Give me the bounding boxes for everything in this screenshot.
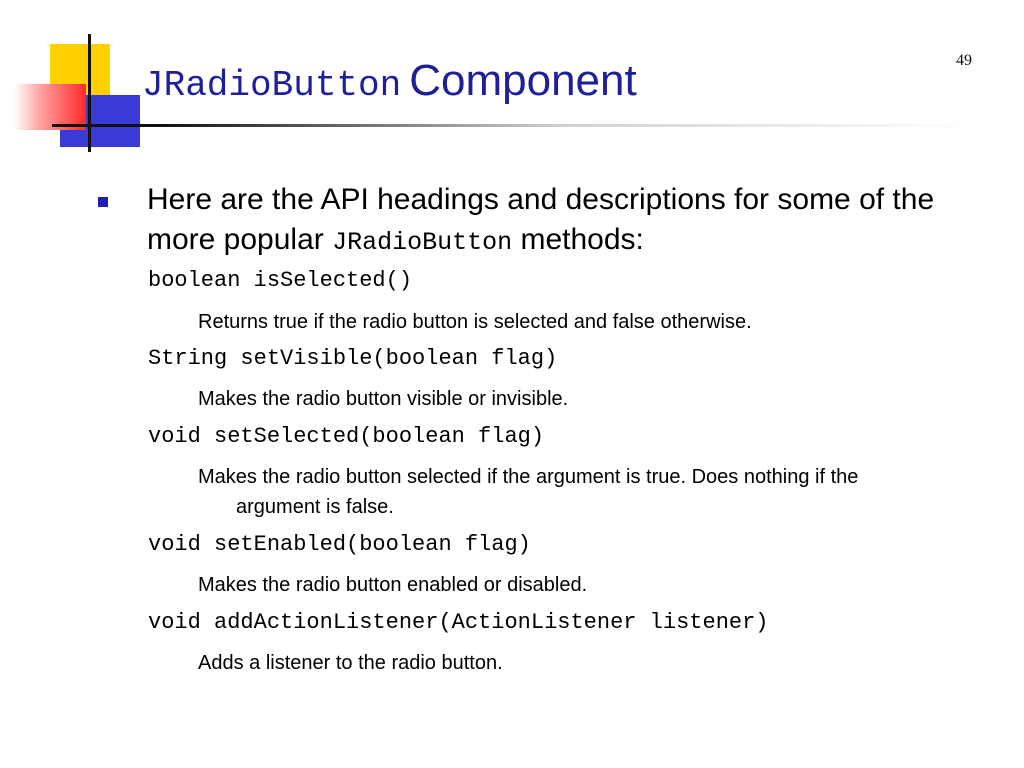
method-signature: void setSelected(boolean flag) — [148, 424, 545, 449]
slide-number: 49 — [956, 52, 972, 69]
intro-text — [147, 180, 977, 263]
method-description: Makes the radio button enabled or disabled. — [198, 574, 588, 596]
method-signature: String setVisible(boolean flag) — [148, 346, 558, 371]
intro-text-after: methods: — [512, 223, 644, 256]
method-signature: void setEnabled(boolean flag) — [148, 532, 531, 557]
method-description: Returns true if the radio button is selected and false otherwise. — [198, 311, 752, 333]
slide-title-code: JRadioButton — [142, 65, 402, 106]
method-signature: boolean isSelected() — [148, 268, 413, 293]
slide-title-text: Component — [409, 56, 637, 105]
method-description: Makes the radio button selected if the argument is true. Does nothing if the argument is false. — [198, 466, 859, 518]
intro-text-before: Here are the API headings and descriptions for some of the more popular — [147, 183, 935, 256]
method-description: Makes the radio button visible or invisible. — [198, 388, 569, 410]
slide-title — [142, 56, 637, 106]
intro-text-code: JRadioButton — [332, 228, 513, 257]
title-underline — [52, 124, 972, 127]
method-signature: void addActionListener(ActionListener listener) — [148, 610, 769, 635]
bullet-square-icon — [98, 197, 108, 207]
method-description: Adds a listener to the radio button. — [198, 652, 503, 674]
decor-vertical-line — [88, 34, 91, 152]
